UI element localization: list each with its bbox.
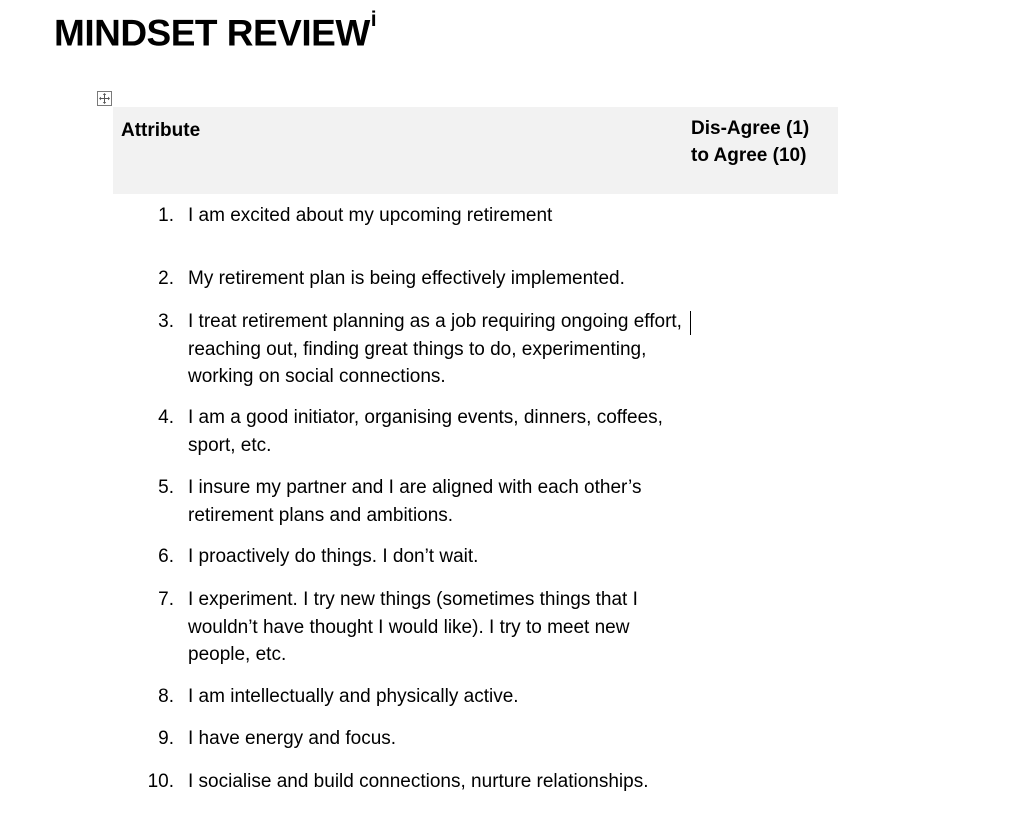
item-text: I have energy and focus. [188, 728, 397, 749]
item-text: I experiment. I try new things (sometimes things that I wouldn’t have thought I would like). I try to meet new people, etc. [188, 589, 638, 665]
item-text: I am intellectually and physically active. [188, 686, 519, 707]
item-number: 5. [158, 477, 174, 498]
item-number: 10. [147, 771, 174, 792]
item-text: I insure my partner and I are aligned with each other’s retirement plans and ambitions. [188, 477, 642, 526]
item-text: My retirement plan is being effectively implemented. [188, 268, 625, 289]
item-number: 8. [158, 686, 174, 707]
item-text: I treat retirement planning as a job requiring ongoing effort, reaching out, finding great things to do, experimenting, working on social connections. [188, 311, 682, 387]
item-number: 4. [158, 407, 174, 428]
item-number: 9. [158, 728, 174, 749]
endnote-reference[interactable]: i [370, 8, 377, 31]
document-title-text: MINDSET REVIEW [54, 12, 370, 54]
item-number: 6. [158, 546, 174, 567]
item-text: I socialise and build connections, nurture relationships. [188, 771, 649, 792]
item-text: I am a good initiator, organising events, dinners, coffees, sport, etc. [188, 407, 663, 456]
text-insertion-cursor [690, 311, 691, 335]
item-text: I proactively do things. I don’t wait. [188, 546, 479, 567]
attribute-column-header[interactable]: Attribute [121, 120, 201, 141]
score-header-line-1: Dis-Agree (1) [691, 118, 810, 139]
item-number: 1. [158, 205, 174, 226]
item-number: 2. [158, 268, 174, 289]
item-number: 7. [158, 589, 174, 610]
item-text: I am excited about my upcoming retirement [188, 205, 553, 226]
score-header-line-2: to Agree (10) [691, 145, 807, 166]
item-number: 3. [158, 311, 174, 332]
